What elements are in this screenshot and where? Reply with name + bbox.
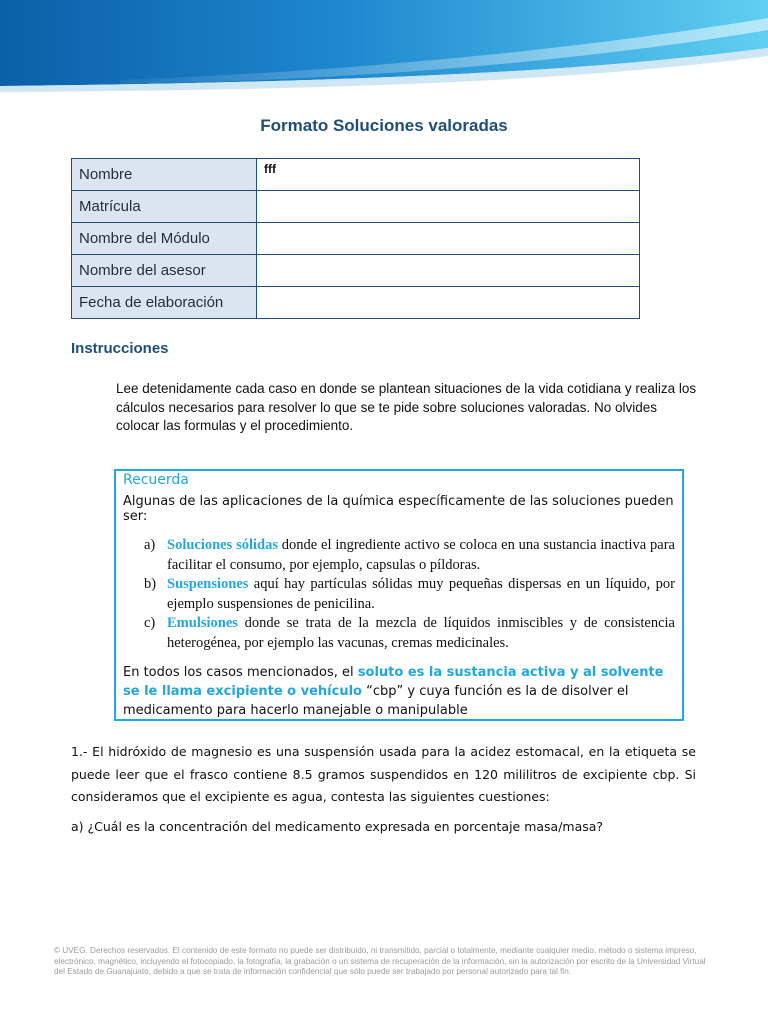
- recuerda-intro: Algunas de las aplicaciones de la química específicamente de las soluciones pueden ser:: [123, 494, 674, 524]
- list-marker: c): [144, 615, 156, 631]
- page-title: Formato Soluciones valoradas: [260, 116, 508, 135]
- list-text: aquí hay partículas sólidas muy pequeñas dispersas en un líquido, por ejemplo suspensiones de penicilina.: [167, 576, 675, 612]
- applications-list: [123, 536, 675, 653]
- nombre-field[interactable]: fff: [257, 159, 640, 191]
- closing-text: En todos los casos mencionados, el: [123, 665, 358, 680]
- row-label: Fecha de elaboración: [72, 287, 257, 319]
- student-info-table: [71, 158, 640, 319]
- row-label: Matrícula: [72, 191, 257, 223]
- list-item: [123, 614, 675, 653]
- table-row: [72, 255, 640, 287]
- list-term: Emulsiones: [167, 615, 238, 631]
- list-text: donde se trata de la mezcla de líquidos inmiscibles y de consistencia heterogénea, por ejemplo las vacunas, cremas medicinales.: [167, 615, 675, 651]
- list-item: [123, 536, 675, 575]
- closing-highlight: soluto es la sustancia activa y al solvente se le llama excipiente o vehículo: [123, 665, 664, 699]
- modulo-field[interactable]: [257, 223, 640, 255]
- instructions-text: Lee detenidamente cada caso en donde se plantean situaciones de la vida cotidiana y realiza los cálculos necesarios para resolver lo que se te pide sobre soluciones valoradas. No olvides colocar las formulas y el procedimiento.: [116, 381, 697, 433]
- list-text: donde el ingrediente activo se coloca en una sustancia inactiva para facilitar el consumo, por ejemplo, capsulas o píldoras.: [167, 537, 675, 573]
- list-term: Soluciones sólidas: [167, 537, 278, 553]
- row-label: Nombre del Módulo: [72, 223, 257, 255]
- table-row: [72, 223, 640, 255]
- header-banner: [0, 0, 768, 100]
- recuerda-title: Recuerda: [123, 472, 189, 488]
- table-row: [72, 287, 640, 319]
- recuerda-box: [114, 469, 684, 721]
- matricula-field[interactable]: [257, 191, 640, 223]
- instructions-heading: Instrucciones: [71, 340, 169, 357]
- row-label: Nombre: [72, 159, 257, 191]
- table-row: [72, 191, 640, 223]
- list-marker: b): [144, 576, 157, 592]
- fecha-field[interactable]: [257, 287, 640, 319]
- recuerda-closing: [123, 663, 675, 720]
- list-term: Suspensiones: [167, 576, 249, 592]
- asesor-field[interactable]: [257, 255, 640, 287]
- list-item: [123, 575, 675, 614]
- question-1: 1.- El hidróxido de magnesio es una suspensión usada para la acidez estomacal, en la etiqueta se puede leer que el frasco contiene 8.5 gramos suspendidos en 120 mililitros de excipiente cbp. Si consideramos que el excipiente es agua, contesta las siguientes cuestiones:: [71, 744, 696, 804]
- list-marker: a): [144, 537, 156, 553]
- row-label: Nombre del asesor: [72, 255, 257, 287]
- question-1a: a) ¿Cuál es la concentración del medicamento expresada en porcentaje masa/masa?: [71, 819, 604, 834]
- closing-text: “cbp” y cuya función es la de disolver el medicamento para hacerlo manejable o manipulable: [123, 684, 629, 718]
- table-row: [72, 159, 640, 191]
- copyright-footer: © UVEG. Derechos reservados. El contenido de este formato no puede ser distribuido, ni transmitido, parcial o totalmente, mediante cualquier medio, método o sistema impreso, electrónico, magnético, incluyendo el fotocopiado, la fotografía, la grabación o un sistema de recuperación de la información, sin la autorización por escrito de la Universidad Virtual del Estado de Guanajuato, debido a que se trata de información confidencial que sólo puede ser trabajado por personal autorizado para tal fin.: [54, 946, 706, 976]
